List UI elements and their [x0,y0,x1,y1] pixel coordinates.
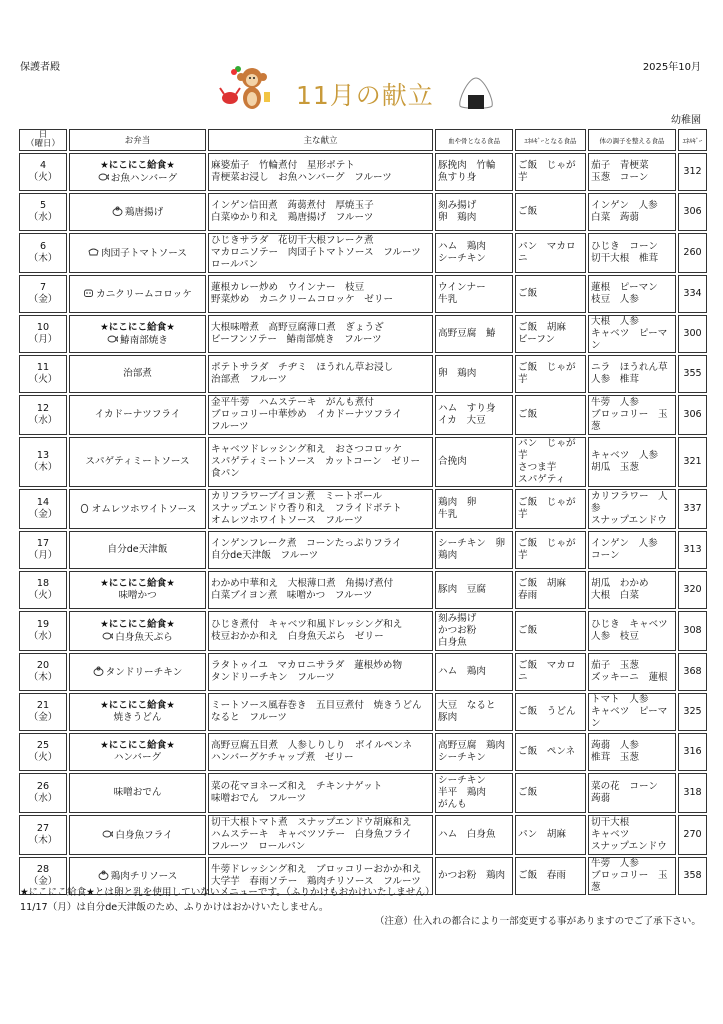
cell-blood-foods: 高野豆腐 鰆 [435,315,513,353]
cell-body-foods: 牛蒡 人参 ブロッコリー 玉葱 [588,395,676,435]
page-title: 11月の献立 [296,81,434,110]
chicken-icon [112,206,123,216]
cell-body-foods: ニラ ほうれん草 人参 椎茸 [588,355,676,393]
menu-table [17,127,709,897]
cell-body-foods: 大根 人参 キャベツ ピーマン [588,315,676,353]
cell-bento [69,395,206,435]
nikoniko-badge: ★にこにこ給食★ [100,618,175,630]
cell-blood-foods: ウインナー 牛乳 [435,275,513,313]
table-row [19,571,707,609]
bento-label: 白身魚天ぷら [115,631,173,643]
cell-blood-foods: 合挽肉 [435,437,513,487]
cell-blood-foods: ハム すり身 イカ 大豆 [435,395,513,435]
table-row [19,531,707,569]
nikoniko-badge: ★にこにこ給食★ [100,700,175,711]
cell-kcal: 260 [678,233,707,273]
header-body: 体の調子を整える食品 [588,129,676,151]
footnote-tenshinhan: 11/17（月）は自分de天津飯のため、ふりかけはおかけいたしません。 [20,902,329,913]
cell-bento [69,233,206,273]
cell-blood-foods: シーチキン 半平 鶏肉 がんも [435,773,513,813]
cell-date: 18 （火） [19,571,67,609]
nikoniko-badge: ★にこにこ給食★ [100,740,175,751]
cell-blood-foods: ハム 白身魚 [435,815,513,855]
cell-body-foods: 茄子 玉葱 ズッキーニ 蓮根 [588,653,676,691]
cell-main-menu: 金平牛蒡 ハムステーキ がんも煮付 ブロッコリー中華炒め イカドーナツフライ フルーツ [208,395,433,435]
header-kcal: ｴﾈﾙｷﾞｰ [678,129,707,151]
cell-energy-foods: ご飯 [515,275,586,313]
cell-kcal: 321 [678,437,707,487]
cell-main-menu: 切干大根トマト煮 スナップエンドウ胡麻和え ハムステーキ キャベツソテー 白身魚フライ フルーツ ロールパン [208,815,433,855]
cell-energy-foods: ご飯 胡麻 ビーフン [515,315,586,353]
cell-main-menu: 麻婆茄子 竹輪煮付 星形ポテト 青梗菜お浸し お魚ハンバーグ フルーツ [208,153,433,191]
cell-bento [69,773,206,813]
cell-kcal: 358 [678,857,707,895]
table-row [19,733,707,771]
cell-main-menu: 高野豆腐五目煮 人参しりしり ボイルペンネ ハンバーグケチャップ煮 ゼリー [208,733,433,771]
bento-label: タンドリーチキン [105,666,183,678]
table-row [19,275,707,313]
table-row [19,395,707,435]
footnote-nikoniko: ★にこにこ給食★とは卵と乳を使用していないメニューです。（ふりかけもおかけいたしません） [20,887,435,898]
cell-date: 6 （木） [19,233,67,273]
cell-blood-foods: 大豆 なると 豚肉 [435,693,513,731]
cell-energy-foods: ご飯 うどん [515,693,586,731]
cell-date: 25 （火） [19,733,67,771]
cell-body-foods: 茄子 青梗菜 玉葱 コーン [588,153,676,191]
cell-bento [69,437,206,487]
cell-date: 20 （木） [19,653,67,691]
table-row [19,153,707,191]
header-energy: ｴﾈﾙｷﾞｰとなる食品 [515,129,586,151]
cell-date: 27 （木） [19,815,67,855]
cell-energy-foods: パン じゃが芋 さつま芋 スパゲティ [515,437,586,487]
bento-label: 肉団子トマトソース [101,247,187,259]
onigiri-icon [456,76,496,110]
bento-label: 治部煮 [123,368,152,379]
cell-bento [69,611,206,651]
header-blood: 血や骨となる食品 [435,129,513,151]
cell-body-foods: 切干大根 キャベツ スナップエンドウ [588,815,676,855]
crab-icon [83,288,94,298]
cell-bento [69,653,206,691]
table-row [19,693,707,731]
header-row [19,129,707,151]
monkey-crab-illustration [218,64,280,112]
school-name: 幼稚園 [671,115,701,126]
cell-body-foods: 胡瓜 わかめ 大根 白菜 [588,571,676,609]
cell-main-menu: 菜の花マヨネーズ和え チキンナゲット 味噌おでん フルーツ [208,773,433,813]
cell-date: 14 （金） [19,489,67,529]
bento-label: 鶏肉チリソース [110,870,178,882]
cell-energy-foods: パン マカロニ [515,233,586,273]
cell-blood-foods: かつお粉 鶏肉 [435,857,513,895]
cell-energy-foods: ご飯 [515,611,586,651]
cell-body-foods: 菜の花 コーン 蒟蒻 [588,773,676,813]
cell-energy-foods: ご飯 じゃが芋 [515,531,586,569]
cell-kcal: 355 [678,355,707,393]
cell-body-foods: インゲン 人参 コーン [588,531,676,569]
cell-kcal: 306 [678,193,707,231]
cell-energy-foods: ご飯 マカロニ [515,653,586,691]
cell-main-menu: わかめ中華和え 大根薄口煮 角揚げ煮付 白菜ブイヨン煮 味噌かつ フルーツ [208,571,433,609]
cell-blood-foods: 卵 鶏肉 [435,355,513,393]
header-date: 日 （曜日） [19,129,67,151]
bento-label: お魚ハンバーグ [110,172,178,184]
cell-main-menu: ひじき煮付 キャベツ和風ドレッシング和え 枝豆おかか和え 白身魚天ぷら ゼリー [208,611,433,651]
cell-main-menu: インゲン信田煮 蒟蒻煮付 厚焼玉子 白菜ゆかり和え 鶏唐揚げ フルーツ [208,193,433,231]
table-row [19,355,707,393]
cell-body-foods: トマト 人参 キャベツ ピーマン [588,693,676,731]
bento-label: オムレツホワイトソース [91,503,197,515]
cell-date: 4 （火） [19,153,67,191]
cell-body-foods: 蓮根 ピーマン 枝豆 人参 [588,275,676,313]
table-row [19,193,707,231]
cell-kcal: 337 [678,489,707,529]
cell-kcal: 270 [678,815,707,855]
cell-body-foods: 蒟蒻 人参 椎茸 玉葱 [588,733,676,771]
cell-bento [69,571,206,609]
bento-label: 鶏唐揚げ [124,206,164,218]
bento-label: 鰆南部焼き [120,334,168,346]
cell-main-menu: 大根味噌煮 高野豆腐薄口煮 ぎょうざ ビーフンソテー 鰆南部焼き フルーツ [208,315,433,353]
fish-icon [102,631,113,641]
cell-blood-foods: シーチキン 卵 鶏肉 [435,531,513,569]
cell-date: 11 （火） [19,355,67,393]
table-row [19,815,707,855]
cell-date: 19 （水） [19,611,67,651]
cell-main-menu: カリフラワーブイヨン煮 ミートボール スナップエンドウ香り和え フライドポテト オムレツホワイトソース フルーツ [208,489,433,529]
cell-blood-foods: 豚肉 豆腐 [435,571,513,609]
cell-main-menu: ポテトサラダ チヂミ ほうれん草お浸し 治部煮 フルーツ [208,355,433,393]
cell-body-foods: カリフラワー 人参 スナップエンドウ [588,489,676,529]
cell-energy-foods: ご飯 [515,395,586,435]
bento-label: 白身魚フライ [115,829,173,841]
table-row [19,611,707,651]
table-row [19,315,707,353]
cell-bento [69,153,206,191]
cell-date: 10 （月） [19,315,67,353]
cell-energy-foods: ご飯 [515,773,586,813]
cell-blood-foods: 豚挽肉 竹輪 魚すり身 [435,153,513,191]
table-row [19,773,707,813]
cell-main-menu: ひじきサラダ 花切干大根フレーク煮 マカロニソテー 肉団子トマトソース フルーツ ロールパン [208,233,433,273]
cell-main-menu: キャベツドレッシング和え おさつコロッケ スパゲティミートソース カットコーン ゼリー 食パン [208,437,433,487]
header-bento: お弁当 [69,129,206,151]
fish-icon [102,829,113,839]
cell-blood-foods: 刻み揚げ 卵 鶏肉 [435,193,513,231]
cell-date: 12 （水） [19,395,67,435]
cell-energy-foods: ご飯 [515,193,586,231]
cell-main-menu: 牛蒡ドレッシング和え ブロッコリーおかか和え 大学芋 春雨ソテー 鶏肉チリソース フルーツ [208,857,433,895]
cell-body-foods: キャベツ 人参 胡瓜 玉葱 [588,437,676,487]
cell-kcal: 334 [678,275,707,313]
cell-bento [69,193,206,231]
bento-label: ハンバーグ [113,752,162,763]
cell-bento [69,733,206,771]
fish-icon [98,172,109,182]
egg-icon [79,503,90,513]
cell-energy-foods: ご飯 ペンネ [515,733,586,771]
cell-date: 13 （木） [19,437,67,487]
cell-main-menu: ラタトゥイユ マカロニサラダ 蓮根炒め物 タンドリーチキン フルーツ [208,653,433,691]
cell-blood-foods: 高野豆腐 鶏肉 シーチキン [435,733,513,771]
recipient: 保護者殿 [20,62,60,73]
cell-bento [69,275,206,313]
chicken-icon [93,666,104,676]
meatball-icon [88,247,99,257]
cell-energy-foods: パン 胡麻 [515,815,586,855]
bento-label: 味噌かつ [118,590,157,601]
cell-blood-foods: 刻み揚げ かつお粉 白身魚 [435,611,513,651]
cell-blood-foods: ハム 鶏肉 [435,653,513,691]
cell-bento [69,315,206,353]
bento-label: 自分de天津飯 [107,544,168,555]
cell-energy-foods: ご飯 じゃが芋 [515,355,586,393]
cell-bento [69,693,206,731]
cell-blood-foods: ハム 鶏肉 シーチキン [435,233,513,273]
table-row [19,653,707,691]
footnote-notice: （注意）仕入れの都合により一部変更する事がありますのでご了承下さい。 [374,916,701,927]
cell-kcal: 308 [678,611,707,651]
cell-body-foods: ひじき キャベツ 人参 枝豆 [588,611,676,651]
cell-date: 7 （金） [19,275,67,313]
fish-icon [107,334,118,344]
bento-label: カニクリームコロッケ [96,288,192,300]
cell-kcal: 313 [678,531,707,569]
cell-bento [69,815,206,855]
cell-kcal: 316 [678,733,707,771]
cell-main-menu: ミートソース風春巻き 五目豆煮付 焼きうどん なると フルーツ [208,693,433,731]
issue-date: 2025年10月 [642,62,701,73]
cell-date: 5 （水） [19,193,67,231]
cell-date: 17 （月） [19,531,67,569]
cell-kcal: 306 [678,395,707,435]
cell-blood-foods: 鶏肉 卵 牛乳 [435,489,513,529]
bento-label: 焼きうどん [113,712,162,723]
cell-body-foods: ひじき コーン 切干大根 椎茸 [588,233,676,273]
bento-label: 味噌おでん [113,787,162,798]
cell-main-menu: インゲンフレーク煮 コーンたっぷりフライ 自分de天津飯 フルーツ [208,531,433,569]
cell-kcal: 368 [678,653,707,691]
bento-label: スパゲティミートソース [85,456,190,467]
bento-label: イカドーナツフライ [94,409,181,420]
cell-body-foods: 牛蒡 人参 ブロッコリー 玉葱 [588,857,676,895]
cell-bento [69,355,206,393]
cell-kcal: 300 [678,315,707,353]
cell-energy-foods: ご飯 春雨 [515,857,586,895]
table-row [19,489,707,529]
table-row [19,437,707,487]
cell-energy-foods: ご飯 胡麻 春雨 [515,571,586,609]
nikoniko-badge: ★にこにこ給食★ [100,321,175,333]
cell-kcal: 312 [678,153,707,191]
cell-body-foods: インゲン 人参 白菜 蒟蒻 [588,193,676,231]
cell-main-menu: 蓮根カレー炒め ウインナー 枝豆 野菜炒め カニクリームコロッケ ゼリー [208,275,433,313]
cell-date: 21 （金） [19,693,67,731]
cell-bento [69,531,206,569]
cell-kcal: 320 [678,571,707,609]
cell-kcal: 325 [678,693,707,731]
cell-date: 28 （金） [19,857,67,895]
nikoniko-badge: ★にこにこ給食★ [100,578,175,589]
cell-bento [69,489,206,529]
cell-date: 26 （水） [19,773,67,813]
header-main: 主な献立 [208,129,433,151]
nikoniko-badge: ★にこにこ給食★ [100,159,175,171]
table-row [19,233,707,273]
chicken-icon [98,870,109,880]
cell-kcal: 318 [678,773,707,813]
cell-energy-foods: ご飯 じゃが芋 [515,489,586,529]
cell-energy-foods: ご飯 じゃが芋 [515,153,586,191]
